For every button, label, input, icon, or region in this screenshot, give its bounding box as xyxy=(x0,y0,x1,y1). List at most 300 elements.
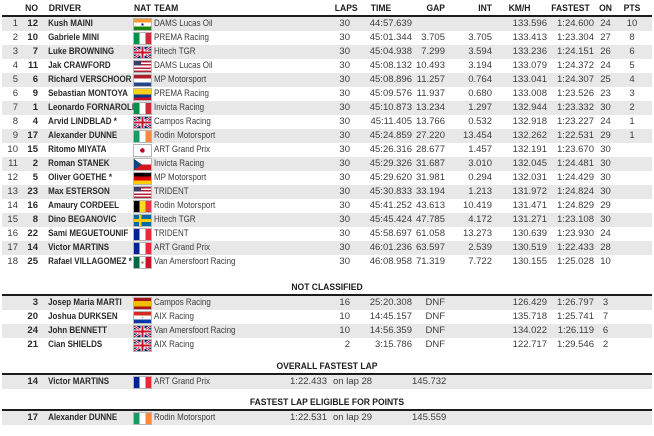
flag-usa-icon xyxy=(134,61,151,72)
flag-ireland-icon xyxy=(134,131,151,142)
cell-time: 46:01.236 xyxy=(369,242,412,254)
cell-nat xyxy=(134,117,154,128)
cell-no: 5 xyxy=(32,172,38,184)
cell-team: Invicta Racing xyxy=(154,102,205,114)
cell-team: ART Grand Prix xyxy=(154,242,211,254)
cell-driver: Ritomo MIYATA xyxy=(48,144,107,156)
cell-fastest: 1:29.546 xyxy=(557,339,594,351)
cell-kmh: 130.639 xyxy=(512,228,547,240)
flag-japan-icon xyxy=(134,145,151,156)
cell-time: 45:29.326 xyxy=(369,158,412,170)
cell-pos: 11 xyxy=(8,158,18,170)
flag-sweden-icon xyxy=(134,215,151,226)
cell-team: DAMS Lucas Oil xyxy=(154,18,213,30)
cell-kmh: 132.045 xyxy=(512,158,547,170)
cell-time: 45:08.132 xyxy=(369,60,412,72)
cell-kmh: 131.471 xyxy=(512,200,547,212)
cell-driver: Victor MARTINS xyxy=(48,376,110,388)
cell-laps: 30 xyxy=(339,256,350,268)
cell-team: DAMS Lucas Oil xyxy=(154,60,213,72)
cell-int: 1.213 xyxy=(468,186,492,198)
cell-int: 1.297 xyxy=(468,102,492,114)
cell-gap: DNF xyxy=(425,297,445,309)
cell-pos: 13 xyxy=(7,186,18,198)
cell-laps: 10 xyxy=(339,325,350,337)
cell-kmh: 133.041 xyxy=(512,74,547,86)
cell-laps: 30 xyxy=(339,32,350,44)
cell-fastest: 1:22.433 xyxy=(557,242,594,254)
flag-uk-icon xyxy=(134,47,151,58)
flag-italy-icon xyxy=(134,33,151,44)
result-row xyxy=(2,338,652,352)
cell-int: 4.172 xyxy=(468,214,492,226)
cell-int: 3.705 xyxy=(468,32,492,44)
cell-no: 15 xyxy=(27,144,38,156)
cell-no: 12 xyxy=(27,18,38,30)
header-no: NO xyxy=(25,2,38,14)
cell-team: AIX Racing xyxy=(154,339,194,351)
cell-pts: 10 xyxy=(626,18,638,30)
cell-int: 10.419 xyxy=(462,200,492,212)
cell-driver: Luke BROWNING xyxy=(48,46,115,58)
cell-driver: Alexander DUNNE xyxy=(48,412,118,424)
cell-on: 30 xyxy=(600,214,611,226)
cell-on: 27 xyxy=(600,32,611,44)
cell-kmh: 135.718 xyxy=(512,311,547,323)
header-nat: NAT xyxy=(134,2,151,14)
cell-laps: 2 xyxy=(344,339,350,351)
result-row xyxy=(2,241,652,255)
cell-driver: Sami MEGUETOUNIF xyxy=(48,228,129,240)
cell-nat xyxy=(134,33,154,44)
cell-on: 30 xyxy=(600,186,611,198)
cell-nat xyxy=(134,89,154,100)
cell-int: 0.294 xyxy=(468,172,492,184)
cell-int: 3.194 xyxy=(468,60,492,72)
cell-time: 45:11.405 xyxy=(370,116,412,128)
cell-on: 24 xyxy=(600,60,611,72)
classified-results xyxy=(2,17,652,269)
flag-mexico-icon xyxy=(134,257,151,268)
cell-kmh: 133.596 xyxy=(512,18,547,30)
cell-kmh: 134.022 xyxy=(512,325,547,337)
cell-kmh: 145.559 xyxy=(412,412,447,424)
cell-laps: 30 xyxy=(339,88,350,100)
cell-laps: 30 xyxy=(339,60,350,72)
cell-pos: 6 xyxy=(12,88,18,100)
cell-fastest: 1:23.304 xyxy=(557,32,594,44)
cell-fastest: 1:24.372 xyxy=(557,60,594,72)
cell-team: Van Amersfoort Racing xyxy=(154,256,236,268)
cell-team: Rodin Motorsport xyxy=(154,200,216,212)
header-time: TIME xyxy=(370,2,392,14)
header-pts: PTS xyxy=(623,2,641,14)
flag-netherlands-icon xyxy=(134,75,151,86)
cell-nat xyxy=(134,187,154,198)
cell-gap: DNF xyxy=(425,339,445,351)
cell-laps: 30 xyxy=(339,214,350,226)
flag-india-icon xyxy=(134,19,151,30)
cell-team: Hitech TGR xyxy=(154,46,196,58)
cell-team: Rodin Motorsport xyxy=(154,412,216,424)
cell-int: 3.010 xyxy=(468,158,492,170)
cell-driver: Gabriele MINI xyxy=(48,32,100,44)
flag-uk-icon xyxy=(134,117,151,128)
flag-germany-icon xyxy=(134,173,151,184)
cell-pos: 16 xyxy=(7,228,18,240)
cell-driver: Alexander DUNNE xyxy=(48,130,118,142)
cell-nat xyxy=(134,312,154,323)
cell-driver: Victor MARTINS xyxy=(48,242,110,254)
cell-kmh: 126.429 xyxy=(512,297,547,309)
cell-no: 9 xyxy=(32,88,38,100)
flag-france-icon xyxy=(134,243,151,254)
header-laps: LAPS xyxy=(334,2,358,14)
overall-fastest-lap-row-container xyxy=(2,375,652,389)
result-row xyxy=(2,129,652,143)
cell-int: 13.454 xyxy=(462,130,492,142)
cell-time: 14:45.157 xyxy=(369,311,412,323)
cell-time: 45:26.316 xyxy=(369,144,412,156)
cell-driver: Max ESTERSON xyxy=(48,186,110,198)
cell-kmh: 133.079 xyxy=(512,60,547,72)
not-classified-results xyxy=(2,296,652,352)
cell-nat xyxy=(134,340,154,351)
cell-nat xyxy=(134,159,154,170)
cell-no: 16 xyxy=(27,200,38,212)
cell-pos: 10 xyxy=(7,144,18,156)
cell-int: 1.457 xyxy=(468,144,492,156)
cell-nat xyxy=(134,173,154,184)
cell-pos: 2 xyxy=(12,32,18,44)
cell-nat xyxy=(134,131,154,142)
flag-ireland-icon xyxy=(134,413,151,424)
cell-gap: 63.597 xyxy=(415,242,445,254)
cell-driver: Joshua DURKSEN xyxy=(48,311,118,323)
cell-pos: 7 xyxy=(12,102,18,114)
cell-pos: 18 xyxy=(7,256,18,268)
cell-on: 3 xyxy=(602,297,609,309)
flag-belgium-icon xyxy=(134,201,151,212)
cell-nat xyxy=(134,103,154,114)
cell-pts: 1 xyxy=(629,130,635,142)
cell-time: 45:29.620 xyxy=(369,172,412,184)
header-team: TEAM xyxy=(154,2,179,14)
cell-no: 3 xyxy=(32,297,38,309)
cell-gap: 11.937 xyxy=(416,88,445,100)
cell-gap: 10.493 xyxy=(415,60,445,72)
cell-pos: 3 xyxy=(12,46,18,58)
cell-no: 7 xyxy=(32,46,38,58)
cell-int: 0.532 xyxy=(468,116,492,128)
cell-pos: 4 xyxy=(12,60,18,72)
cell-team: MP Motorsport xyxy=(154,172,207,184)
cell-on: 30 xyxy=(600,144,611,156)
cell-driver: Richard VERSCHOOR xyxy=(48,74,132,86)
cell-driver: John BENNETT xyxy=(48,325,108,337)
cell-time: 44:57.639 xyxy=(369,18,412,30)
result-row xyxy=(2,17,652,31)
cell-laps: 30 xyxy=(339,186,350,198)
cell-no: 22 xyxy=(27,228,38,240)
header-on: ON xyxy=(599,2,612,14)
cell-on: 25 xyxy=(600,74,611,86)
cell-laps: 16 xyxy=(339,297,350,309)
cell-gap: 27.220 xyxy=(415,130,445,142)
cell-no: 17 xyxy=(27,412,38,424)
cell-pos: 5 xyxy=(12,74,18,86)
cell-time: 45:10.873 xyxy=(369,102,412,114)
cell-laps: 30 xyxy=(339,172,350,184)
cell-kmh: 122.717 xyxy=(512,339,547,351)
cell-driver: Dino BEGANOVIC xyxy=(48,214,117,226)
cell-gap: 7.299 xyxy=(421,46,445,58)
cell-team: Van Amersfoort Racing xyxy=(154,325,236,337)
race-results-sheet xyxy=(2,2,652,425)
flag-paraguay-icon xyxy=(134,312,151,323)
cell-nat xyxy=(134,145,154,156)
cell-laps: 30 xyxy=(339,116,350,128)
cell-int: 3.594 xyxy=(468,46,492,58)
cell-on: 2 xyxy=(602,339,609,351)
cell-driver: Arvid LINDBLAD * xyxy=(48,116,117,128)
cell-team: TRIDENT xyxy=(154,186,189,198)
cell-no: 8 xyxy=(32,214,38,226)
cell-pos: 8 xyxy=(12,116,18,128)
cell-pos: 12 xyxy=(7,172,18,184)
cell-time: 3:15.786 xyxy=(375,339,412,351)
cell-no: 2 xyxy=(32,158,38,170)
fastest-lap-points-title: FASTEST LAP ELIGIBLE FOR POINTS xyxy=(249,397,405,408)
cell-gap: 13.234 xyxy=(415,102,445,114)
cell-time: 45:30.833 xyxy=(369,186,412,198)
cell-time: 45:24.859 xyxy=(369,130,412,142)
cell-no: 4 xyxy=(32,116,38,128)
cell-laps: 30 xyxy=(339,144,350,156)
cell-fastest: 1:24.829 xyxy=(557,200,594,212)
cell-on: 30 xyxy=(600,102,611,114)
cell-team: Invicta Racing xyxy=(154,158,205,170)
cell-gap: DNF xyxy=(425,325,445,337)
cell-nat xyxy=(134,413,154,424)
cell-driver: Leonardo FORNAROLI xyxy=(48,102,135,114)
header-gap: GAP xyxy=(426,2,445,14)
cell-fastest: 1:23.670 xyxy=(557,144,594,156)
cell-no: 1 xyxy=(32,102,38,114)
cell-on: 30 xyxy=(600,172,611,184)
result-row xyxy=(2,227,652,241)
flag-uk-icon xyxy=(134,326,151,337)
cell-driver: Oliver GOETHE * xyxy=(48,172,112,184)
cell-kmh: 132.191 xyxy=(512,144,547,156)
cell-fastest: 1:25.028 xyxy=(557,256,594,268)
cell-no: 20 xyxy=(27,311,38,323)
cell-on: 6 xyxy=(602,325,609,337)
cell-on: 28 xyxy=(600,242,611,254)
overall-fastest-lap-title: OVERALL FASTEST LAP xyxy=(276,361,378,372)
cell-int: 0.764 xyxy=(468,74,492,86)
cell-pts: 2 xyxy=(629,102,635,114)
cell-on: 24 xyxy=(600,18,611,30)
cell-driver: Rafael VILLAGOMEZ * xyxy=(48,256,132,268)
cell-team: TRIDENT xyxy=(154,228,189,240)
cell-kmh: 133.413 xyxy=(512,32,547,44)
cell-pts: 5 xyxy=(629,60,635,72)
result-row xyxy=(2,296,652,310)
cell-laps: 30 xyxy=(339,242,350,254)
header-fastest: FASTEST xyxy=(551,2,590,14)
flag-italy-icon xyxy=(134,103,151,114)
flag-uk-icon xyxy=(134,340,151,351)
cell-time: 1:22.433 xyxy=(290,376,327,388)
cell-pos: 14 xyxy=(7,200,18,212)
cell-driver: Jak CRAWFORD xyxy=(48,60,111,72)
cell-kmh: 132.944 xyxy=(512,102,547,114)
cell-driver: Amaury CORDEEL xyxy=(48,200,120,212)
result-row xyxy=(2,185,652,199)
cell-fastest: 1:23.227 xyxy=(557,116,594,128)
flag-usa-icon xyxy=(134,187,151,198)
cell-team: Campos Racing xyxy=(154,116,211,128)
cell-pts: 6 xyxy=(629,46,635,58)
cell-nat xyxy=(134,377,154,388)
cell-time: 45:45.424 xyxy=(369,214,412,226)
cell-team: Rodin Motorsport xyxy=(154,130,216,142)
cell-pos: 9 xyxy=(12,130,18,142)
cell-pos: 17 xyxy=(7,242,18,254)
not-classified-title: NOT CLASSIFIED xyxy=(291,282,363,293)
cell-nat xyxy=(134,243,154,254)
cell-gap: 33.194 xyxy=(415,186,445,198)
cell-fastest: 1:23.332 xyxy=(557,102,594,114)
cell-on: 29 xyxy=(600,200,611,212)
cell-pts: 8 xyxy=(629,32,635,44)
cell-fastest: 1:24.824 xyxy=(557,186,594,198)
cell-time: 25:20.308 xyxy=(369,297,412,309)
cell-time: 45:01.344 xyxy=(369,32,412,44)
cell-nat xyxy=(134,47,154,58)
cell-laps: 30 xyxy=(339,158,350,170)
cell-fastest: 1:24.429 xyxy=(557,172,594,184)
cell-gap: DNF xyxy=(425,311,445,323)
cell-gap: 28.677 xyxy=(415,144,445,156)
cell-nat xyxy=(134,61,154,72)
cell-on: 30 xyxy=(600,158,611,170)
table-header xyxy=(2,2,652,15)
result-row xyxy=(2,143,652,157)
cell-laps: 30 xyxy=(339,102,350,114)
cell-nat xyxy=(134,298,154,309)
cell-int: 7.722 xyxy=(468,256,492,268)
cell-pos: 1 xyxy=(12,18,18,30)
cell-driver: Roman STANEK xyxy=(48,158,110,170)
cell-time: 1:22.531 xyxy=(290,412,327,424)
flag-czech-icon xyxy=(134,159,151,170)
cell-driver: Kush MAINI xyxy=(48,18,93,30)
cell-no: 23 xyxy=(27,186,38,198)
cell-laps: 30 xyxy=(339,200,350,212)
cell-no: 14 xyxy=(27,376,38,388)
cell-fastest: 1:25.741 xyxy=(557,311,594,323)
cell-team: AIX Racing xyxy=(154,311,194,323)
cell-nat xyxy=(134,75,154,86)
flag-france-icon xyxy=(134,229,151,240)
cell-nat xyxy=(134,229,154,240)
cell-fastest: 1:26.797 xyxy=(557,297,594,309)
fastest-lap-points-row-container xyxy=(2,411,652,425)
cell-kmh: 132.031 xyxy=(512,172,547,184)
header-driver: DRIVER xyxy=(48,2,82,14)
result-row xyxy=(2,213,652,227)
cell-fastest: 1:24.151 xyxy=(557,46,594,58)
cell-gap: 13.766 xyxy=(415,116,445,128)
cell-laps: 30 xyxy=(339,228,350,240)
cell-laps: 30 xyxy=(339,74,350,86)
cell-laps: 30 xyxy=(339,18,350,30)
cell-fastest: 1:26.119 xyxy=(557,325,594,337)
result-row xyxy=(2,87,652,101)
cell-no: 6 xyxy=(32,74,38,86)
cell-gap: 11.257 xyxy=(416,74,445,86)
cell-nat xyxy=(134,19,154,30)
cell-no: 25 xyxy=(27,256,38,268)
cell-fastest: 1:24.600 xyxy=(557,18,594,30)
result-row xyxy=(2,157,652,171)
cell-team: ART Grand Prix xyxy=(154,144,211,156)
result-row xyxy=(2,59,652,73)
cell-laps: 10 xyxy=(339,311,350,323)
cell-kmh: 133.008 xyxy=(512,88,547,100)
cell-pos: 15 xyxy=(7,214,18,226)
cell-kmh: 132.262 xyxy=(512,130,547,142)
cell-nat xyxy=(134,201,154,212)
cell-team: MP Motorsport xyxy=(154,74,207,86)
cell-time: 14:56.359 xyxy=(369,325,412,337)
cell-kmh: 131.972 xyxy=(512,186,547,198)
result-row xyxy=(2,324,652,338)
cell-laps: 30 xyxy=(339,46,350,58)
cell-team: ART Grand Prix xyxy=(154,376,211,388)
cell-nat xyxy=(134,257,154,268)
cell-kmh: 130.519 xyxy=(512,242,547,254)
cell-no: 17 xyxy=(27,130,38,142)
cell-nat xyxy=(134,326,154,337)
cell-on: 26 xyxy=(600,46,611,58)
cell-on: 29 xyxy=(600,130,611,142)
result-row xyxy=(2,101,652,115)
result-row xyxy=(2,73,652,87)
cell-gap: 31.687 xyxy=(415,158,445,170)
flag-spain-icon xyxy=(134,298,151,309)
cell-on_lap: on lap 29 xyxy=(333,412,373,424)
cell-time: 45:58.697 xyxy=(369,228,412,240)
cell-kmh: 133.236 xyxy=(512,46,547,58)
cell-driver: Cian SHIELDS xyxy=(48,339,103,351)
cell-kmh: 131.271 xyxy=(512,214,547,226)
cell-pts: 1 xyxy=(629,116,635,128)
result-row xyxy=(2,310,652,324)
cell-time: 45:09.576 xyxy=(369,88,412,100)
result-row xyxy=(2,31,652,45)
cell-time: 45:04.938 xyxy=(369,46,412,58)
cell-on_lap: on lap 28 xyxy=(333,376,373,388)
cell-on: 24 xyxy=(600,228,611,240)
result-row xyxy=(2,199,652,213)
cell-no: 24 xyxy=(27,325,38,337)
cell-gap: 47.785 xyxy=(415,214,445,226)
cell-fastest: 1:23.108 xyxy=(557,214,594,226)
cell-pts: 3 xyxy=(629,88,635,100)
